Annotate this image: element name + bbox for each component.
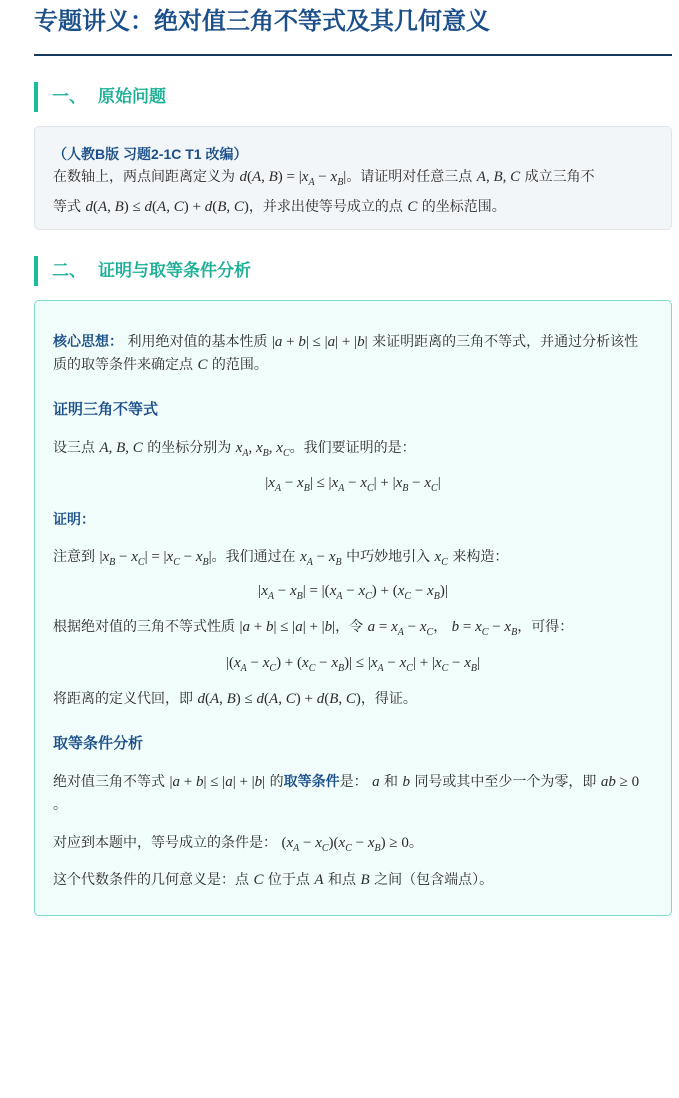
section-title: 证明与取等条件分析 (98, 261, 251, 280)
proof-label: 证明： (53, 512, 95, 528)
subheading-proof: 证明三角不等式 (53, 401, 159, 418)
section-number: 一、 (52, 87, 86, 106)
core-idea: 核心思想： 利用绝对值的基本性质 |a + b| ≤ |a| + |b| 来证明距离的三角不等式，并通过分析该性 质的取等条件来确定点 C 的范围。 (53, 333, 639, 373)
setup-text: 设三点 A, B, C 的坐标分别为 $x_A$, $x_B$, $x_C$。我们要证明的是： (53, 440, 416, 459)
apply-text: 根据绝对值的三角不等式性质 |a + b| ≤ |a| + |b|，令 $a = x_A - x_C$， $b = x_C - x_B$，可得： (53, 619, 574, 638)
substitute-text: 将距离的定义代回，即 d(A, B) ≤ d(A, C) + d(B, C)，得证。 (53, 691, 417, 707)
goal-inequality: $|x_A - x_B| \le |x_A - x_C| + |x_B - x_C|$ (265, 475, 441, 494)
equality-keyword: 取等条件 (283, 774, 340, 790)
section-heading-proof (34, 256, 334, 286)
corresponding-condition-text: 对应到本题中，等号成立的条件是： $(x_A - x_C)(x_C - x_B) \ge 0$。 (53, 835, 423, 854)
construction-equation: $|x_A - x_B| = |(x_A - x_C) + (x_C - x_B)|$ (258, 583, 448, 602)
proof-box (34, 300, 672, 916)
geometric-meaning-text: 这个代数条件的几何意义是：点 C 位于点 A 和点 B 之间（包含端点）。 (53, 872, 494, 888)
core-idea-label: 核心思想： (53, 333, 123, 349)
problem-box (34, 126, 672, 230)
problem-source: （人教B版 习题2-1C T1 改编） (53, 146, 248, 162)
applied-inequality: $|(x_A - x_C) + (x_C - x_B)| \le |x_A - x_C| + |x_C - x_B|$ (225, 655, 481, 674)
subheading-equality: 取等条件分析 (53, 735, 144, 752)
equality-condition-text: 绝对值三角不等式 |a + b| ≤ |a| + |b| 的取等条件是： a 和 b 同号或其中至少一个为零，即 ab ≥ 0 。 (53, 774, 640, 813)
section-heading-original-problem (34, 82, 334, 112)
note-text: 注意到 $|x_B - x_C| = |x_C - x_B|$。我们通过在 $x_A - x_B$ 中巧妙地引入 $x_C$ 来构造： (53, 549, 509, 568)
section-number: 二、 (52, 261, 86, 280)
title-divider (34, 54, 672, 56)
section-title: 原始问题 (98, 87, 166, 106)
page-title: 专题讲义：绝对值三角不等式及其几何意义 (34, 8, 490, 35)
problem-statement: 在数轴上，两点间距离定义为 d(A, $B) = |x_A - x_B|$。请证明对任意三点 A, B, C 成立三角不 等式 d(A, B) ≤ d(A, C) + d(B, C)，并求出使等号成立的点 C 的坐标范围。 (53, 169, 595, 215)
